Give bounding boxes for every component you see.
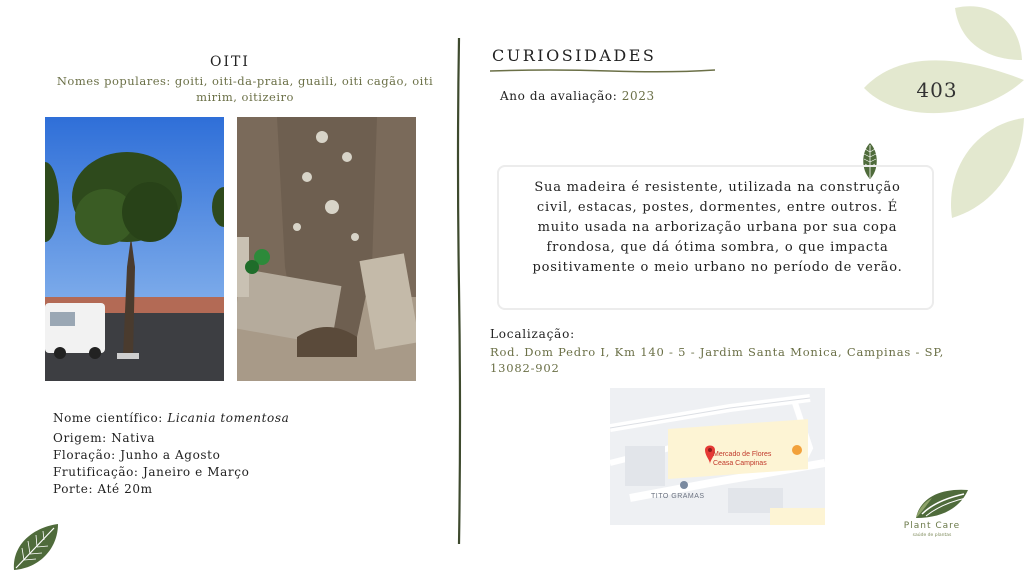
description-text: Sua madeira é resistente, utilizada na construção civil, estacas, postes, dormentes, entre outros. É muito usada na arborização urbana por sua copa frondosa, que dá ótima sombra, o que impacta positivamente o meio urbano no período de verão. [532, 180, 903, 275]
location-label: Localização: [490, 327, 575, 341]
trunk-photo [237, 117, 416, 381]
year-value: 2023 [621, 89, 655, 103]
vertical-divider [456, 38, 462, 544]
map-nearby-label: TITO GRAMAS [651, 493, 705, 500]
size-row: Porte: Até 20m [53, 482, 153, 496]
leaf-icon [10, 522, 62, 572]
evaluation-year [500, 89, 655, 103]
map-place-subname: Ceasa Campinas [713, 460, 767, 467]
map-place-name: Mercado de Flores [713, 451, 772, 458]
plant-care-logo-icon [914, 486, 970, 520]
origin-row: Origem: Nativa [53, 431, 156, 445]
tree-photo [45, 117, 224, 381]
plant-facts [53, 410, 289, 498]
scientific-name-label: Nome científico: [53, 411, 168, 425]
scientific-name-row [53, 410, 289, 427]
logo-name: Plant Care [903, 521, 961, 531]
fruiting-row: Frutificação: Janeiro e Março [53, 465, 250, 479]
section-title: CURIOSIDADES [492, 46, 657, 65]
plant-title: OITI [210, 54, 250, 70]
logo-tagline: saúde de plantas [912, 533, 952, 538]
location-value: Rod. Dom Pedro I, Km 140 - 5 - Jardim Santa Monica, Campinas - SP, 13082-902 [490, 345, 945, 375]
year-label: Ano da avaliação: [500, 89, 622, 103]
flowering-row: Floração: Junho a Agosto [53, 448, 221, 462]
tree-number: 403 [916, 78, 958, 102]
popular-names: Nomes populares: goiti, oiti-da-praia, guaili, oiti cagão, oiti mirim, oitizeiro [56, 74, 434, 104]
scientific-name: Licania tomentosa [167, 411, 290, 425]
title-underline [490, 68, 715, 74]
